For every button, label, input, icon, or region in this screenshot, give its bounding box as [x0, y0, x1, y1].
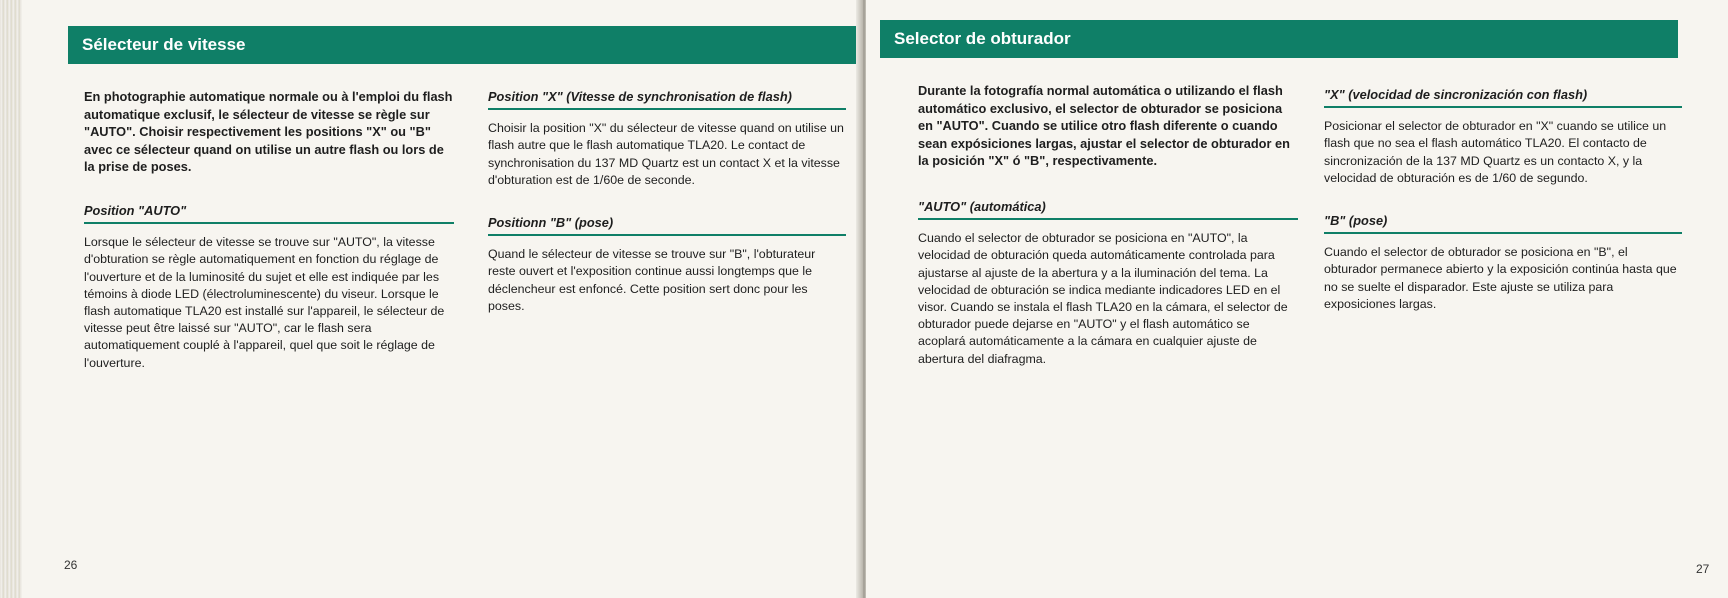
right-x-heading: "X" (velocidad de sincronización con flash): [1324, 86, 1682, 108]
right-auto-text: Cuando el selector de obturador se posiciona en "AUTO", la velocidad de obturación queda automáticamente controlada para ajustarse al ajuste de la abertura y a la iluminación del tema. La velocidad de obturación se indica mediante indicadores LED en el visor. Cuando se instala el flash TLA20 en la cámara, el selector de obturador puede dejarse en "AUTO" y el flash automático se acoplará automáticamente a la cámara en cualquier ajuste de abertura del diafragma.: [918, 231, 1288, 366]
right-auto-heading: "AUTO" (automática): [918, 198, 1298, 220]
right-auto-section: [918, 198, 1298, 368]
left-x-text: Choisir la position "X" du sélecteur de vitesse quand on utilise un flash autre que le flash automatique TLA20. Le contact de synchronisation du 137 MD Quartz est un contact X et la vitesse d'obturation est de 1/60e de seconde.: [488, 121, 844, 187]
left-auto-text: Lorsque le sélecteur de vitesse se trouve sur "AUTO", la vitesse d'obturation se règle automatiquement en fonction du réglage de l'ouverture et de la luminosité du sujet et elle est indiquée par les témoins à diode LED (électroluminescente) du viseur. Lorsque le flash automatique TLA20 est installé sur l'appareil, le sélecteur de vitesse peut être laissé sur "AUTO", car le flash sera automatiquement couplé à l'appareil, quel que soit le réglage de l'ouverture.: [84, 235, 445, 370]
right-b-section: [1324, 212, 1682, 313]
right-x-section: [1324, 86, 1682, 187]
left-b-heading: Positionn "B" (pose): [488, 214, 846, 236]
left-x-heading: Position "X" (Vitesse de synchronisation de flash): [488, 88, 846, 110]
right-x-text: Posicionar el selector de obturador en "X" cuando se utilice un flash que no sea el flash automático TLA20. El contacto de sincronización de la 137 MD Quartz es un contacto X, y la velocidad de obturación es de 1/60 de segundo.: [1324, 119, 1667, 185]
right-intro-paragraph: [918, 82, 1298, 170]
left-b-section: [488, 214, 846, 315]
left-intro-text: En photographie automatique normale ou à l'emploi du flash automatique exclusif, le sélecteur de vitesse se règle sur "AUTO". Choisir respectivement les positions "X" ou "B" avec ce sélecteur quand on utilise un autre flash ou lors de la prise de poses.: [84, 89, 453, 175]
page-edges: [0, 0, 22, 598]
right-page: [866, 0, 1728, 598]
left-x-section: [488, 88, 846, 189]
right-b-text: Cuando el selector de obturador se posiciona en "B", el obturador permanece abierto y la exposición continúa hasta que no se suelte el disparador. Este ajuste se utiliza para exposiciones largas.: [1324, 245, 1677, 311]
right-intro-text: Durante la fotografía normal automática o utilizando el flash automático exclusivo, el selector de obturador se posiciona en "AUTO". Cuando se utilice otro flash diferente o cuando sean expósiciones largas, ajustar el selector de obturador en la posición "X" ó "B", respectivamente.: [918, 83, 1290, 169]
left-intro-paragraph: [84, 88, 454, 176]
left-auto-section: [84, 202, 454, 372]
left-page: [0, 0, 862, 598]
page-number-right: 27: [1696, 562, 1710, 576]
left-auto-heading: Position "AUTO": [84, 202, 454, 224]
page-number-left: 26: [64, 558, 78, 572]
right-b-heading: "B" (pose): [1324, 212, 1682, 234]
left-page-title: Sélecteur de vitesse: [68, 26, 862, 64]
left-b-text: Quand le sélecteur de vitesse se trouve sur "B", l'obturateur reste ouvert et l'exposition continue aussi longtemps que le déclencheur est enfoncé. Cette position sert donc pour les poses.: [488, 247, 816, 313]
right-page-title: Selector de obturador: [880, 20, 1678, 58]
